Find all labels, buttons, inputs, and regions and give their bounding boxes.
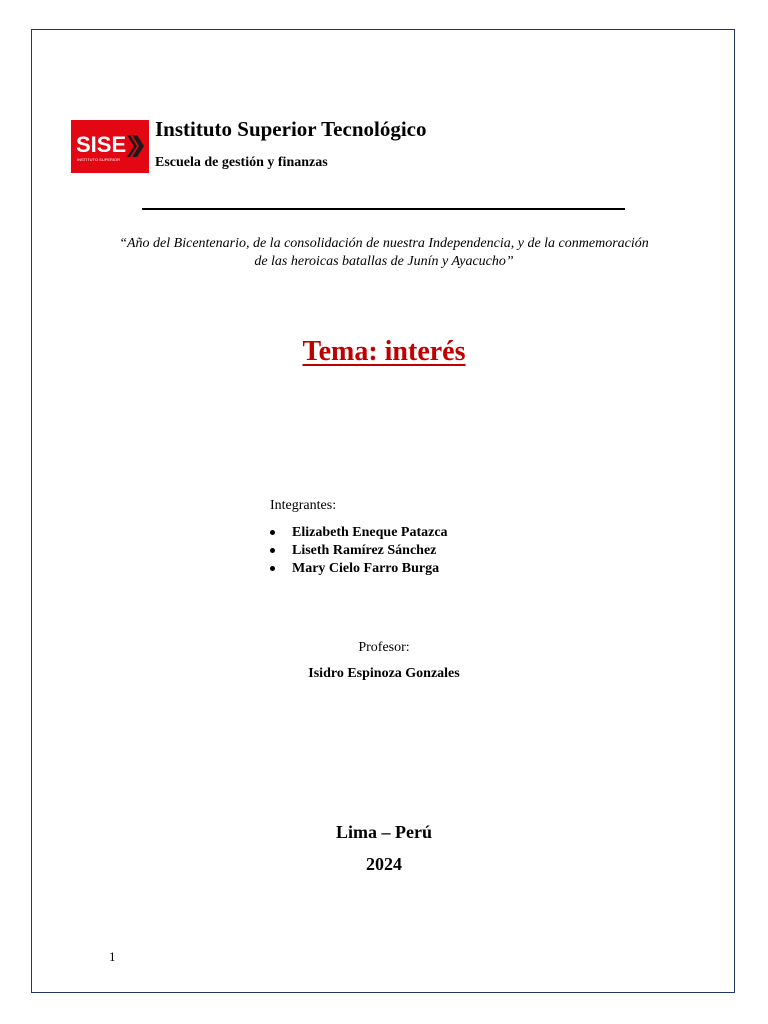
members-label: Integrantes: <box>270 498 337 513</box>
member-name: Elizabeth Eneque Patazca <box>292 525 448 540</box>
bullet-icon <box>270 548 275 553</box>
bullet-icon <box>270 566 275 571</box>
year: 2024 <box>366 854 402 874</box>
bullet-icon <box>270 530 275 535</box>
header-divider <box>142 208 625 210</box>
sise-logo <box>71 120 149 173</box>
year-motto <box>84 235 684 271</box>
page-border <box>31 29 735 993</box>
professor-name: Isidro Espinoza Gonzales <box>308 666 460 681</box>
members-list <box>270 525 448 579</box>
school-subtitle: Escuela de gestión y finanzas <box>155 155 328 170</box>
logo-text: SISE <box>76 132 127 157</box>
member-name: Liseth Ramírez Sánchez <box>292 543 437 558</box>
topic-title: Tema: interés <box>302 336 466 367</box>
motto-line-2: de las heroicas batallas de Junín y Ayacucho” <box>254 254 514 269</box>
list-item <box>270 543 448 561</box>
list-item <box>270 525 448 543</box>
professor-label: Profesor: <box>358 640 410 655</box>
institution-title: Instituto Superior Tecnológico <box>155 117 427 141</box>
logo-subtext: INSTITUTO SUPERIOR <box>77 157 121 162</box>
list-item <box>270 561 448 579</box>
motto-line-1: “Año del Bicentenario, de la consolidación de nuestra Independencia, y de la conmemoración <box>119 236 649 251</box>
page-number: 1 <box>109 949 116 964</box>
city-country: Lima – Perú <box>336 822 432 842</box>
member-name: Mary Cielo Farro Burga <box>292 561 440 576</box>
